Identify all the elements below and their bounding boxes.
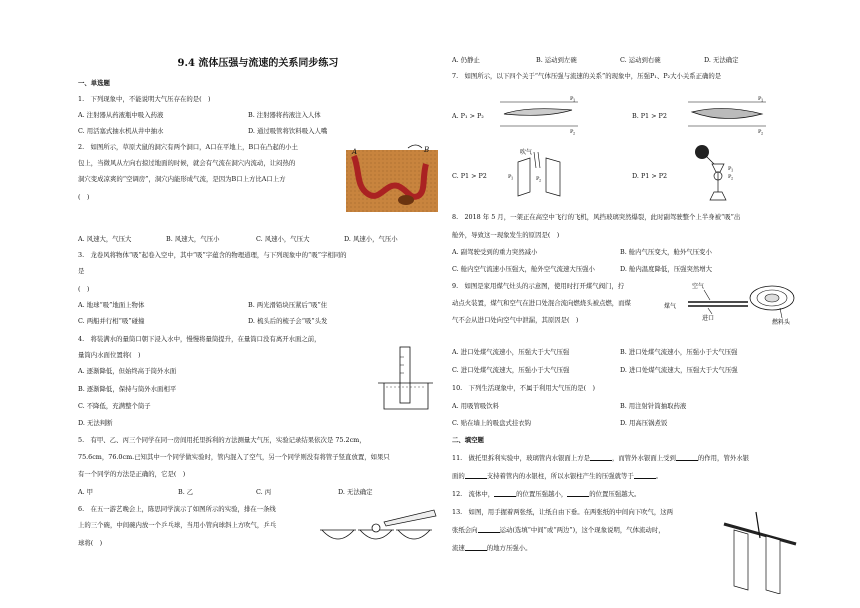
inlet-label: 进口: [702, 315, 715, 322]
two-paper-sheets-figure: [720, 510, 800, 594]
two-papers-blow-figure: [504, 146, 574, 198]
q2-stem-line2: 包上，当微风从左向右掠过地面的时候，就会有气流在洞穴内流动，让闷热的: [78, 159, 296, 167]
page-title: 9.4 流体压强与流速的关系同步练习: [177, 58, 339, 69]
q1-option-b[interactable]: B. 注射器将药液注入人体: [248, 111, 321, 119]
q5-stem-line1: 5. 有甲、乙、丙三个同学在同一房间用托里拆利的方法测量大气压，实验记录结果依次是 75.2cm，: [78, 436, 366, 444]
section-fill-blank: 二、填空题: [452, 436, 484, 444]
q11-text-2: ，而管外水银面上受到: [611, 454, 676, 462]
q6-stem-line2: 上的三个碗，中间碗内放一个乒乓球，当用小管向球斜上方吹气，乒乓: [78, 521, 277, 529]
q5-option-d[interactable]: D. 无法确定: [338, 488, 373, 496]
q7-option-b[interactable]: B. P1 > P2: [632, 112, 667, 120]
q8-option-d[interactable]: D. 舱内温度降低，压强突然增大: [620, 265, 713, 273]
q6-stem-line3: 球将( ): [78, 539, 103, 547]
q1-option-a[interactable]: A. 注射器从药液瓶中吸入药液: [78, 111, 164, 119]
q5-stem-line2: 75.6cm，76.0cm.已知其中一个同学做实验时，管内混入了空气，另一个同学则没有将管子竖直放置，如果只: [78, 453, 390, 461]
q2-stem-line1: 2. 如图所示，草原犬鼠的洞穴有两个洞口，A口在平地上，B口在凸起的小土: [78, 143, 298, 151]
wing-figure-b: [684, 92, 770, 136]
q8-option-a[interactable]: A. 副驾驶受到的重力突然减小: [452, 248, 538, 256]
q11-blank-3[interactable]: [465, 473, 487, 479]
q9-stem-line3: 气不会从进口处向空气中泄漏，其原因是( ): [452, 316, 579, 324]
q12-blank-1[interactable]: [494, 491, 516, 497]
q13-text-3: 运动(选填“中间”或“两边”)，这个现象说明，气体流动时，: [499, 526, 665, 534]
q5-option-a[interactable]: A. 甲: [78, 488, 94, 496]
q7-option-a[interactable]: A. P₁ > P₂: [452, 112, 484, 120]
q8-stem-line1: 8. 2018 年 5 月，一架正在高空中飞行的飞机，风挡玻璃突然爆裂，此时副驾驶整个上半身被“吸”出: [452, 213, 741, 221]
q2-option-b[interactable]: B. 风速大，气压小: [166, 235, 220, 243]
q5-option-b[interactable]: B. 乙: [178, 488, 194, 496]
q11-blank-1[interactable]: [590, 455, 612, 461]
label-b: B: [424, 146, 430, 154]
three-bowls-figure: [318, 508, 440, 548]
q13-line3: [452, 544, 532, 554]
q10-option-a[interactable]: A. 用吸管吸饮料: [452, 402, 500, 410]
q9-option-c[interactable]: C. 进口处煤气流速大，压强小于大气压强: [452, 366, 570, 374]
svg-text:2: 2: [731, 176, 734, 181]
q11-line1: [452, 454, 749, 464]
q4-stem-line2: 量筒内水面位置将( ): [78, 351, 141, 359]
q6-option-d[interactable]: D. 无法确定: [704, 56, 739, 64]
q3-stem-line1: 3. 龙卷风将物体“吸”起卷入空中，其中“吸”字蕴含的物理道理，与下列现象中的“吸”字相同的: [78, 251, 347, 259]
q2-stem-line4: ( ): [78, 193, 90, 201]
q8-option-b[interactable]: B. 舱内气压变大，舱外气压变小: [620, 248, 712, 256]
section-single-choice: 一、单选题: [78, 79, 110, 87]
q1-stem: 1. 下列现象中，不能说明大气压存在的是( ): [78, 95, 211, 103]
q3-option-a[interactable]: A. 地球“吸”地面上物体: [78, 301, 145, 309]
q12-blank-2[interactable]: [567, 491, 589, 497]
q13-text-2: 张纸会向: [452, 526, 478, 534]
q10-option-c[interactable]: C. 贴在墙上的吸盘式挂衣钩: [452, 419, 532, 427]
svg-text:P: P: [728, 174, 732, 180]
q2-option-c[interactable]: C. 风速小，气压大: [256, 235, 310, 243]
svg-text:P: P: [508, 174, 512, 180]
q12-text-2: 的位置压强越小，: [516, 490, 568, 498]
q13-line2: [452, 526, 665, 536]
q11-text-3: 的作用，管外水银: [697, 454, 750, 462]
q12-text-1: 12. 流体中，: [452, 490, 495, 498]
q11-text-1: 11. 做托里拆利实验中，玻璃管内水银面上方是: [452, 454, 590, 462]
svg-text:2: 2: [573, 131, 576, 136]
q3-option-d[interactable]: D. 梳头后的梳子会“吸”头发: [248, 317, 328, 325]
q13-blank-2[interactable]: [465, 545, 487, 551]
q9-stem-line2: 动点火装置，煤气和空气在进口处混合流向燃烧头被点燃，而煤: [452, 299, 631, 307]
q1-option-c[interactable]: C. 用活塞式抽水机从井中抽水: [78, 127, 164, 135]
prairie-dog-burrow-figure: [346, 142, 438, 212]
q9-option-a[interactable]: A. 进口处煤气流速小，压强大于大气压强: [452, 348, 570, 356]
blow-label: 吹气: [520, 149, 533, 156]
svg-text:1: 1: [731, 168, 734, 173]
q13-text-5: 的地方压强小。: [486, 544, 532, 552]
q8-stem-line2: 舱外，导致这一现象发生的原因是( ): [452, 231, 560, 239]
svg-text:1: 1: [761, 98, 764, 103]
q13-text-4: 流速: [452, 544, 465, 552]
q4-stem-line1: 4. 将装满水的量筒口朝下浸入水中，慢慢将量筒提升，在量筒口没有离开水面之前，: [78, 335, 321, 343]
q7-stem: 7. 如图所示，以下四个关于“气体压强与流速的关系”的现象中，压强P₁、P₂大小关系正确的是: [452, 72, 722, 80]
q5-option-c[interactable]: C. 丙: [256, 488, 272, 496]
svg-text:P: P: [570, 129, 574, 135]
q9-option-b[interactable]: B. 进口处煤气流速小，压强小于大气压强: [620, 348, 738, 356]
q2-stem-line3: 洞穴变成凉爽的“空调房”，洞穴内能形成气流，是因为B口上方比A口上方: [78, 175, 286, 183]
svg-text:P: P: [728, 166, 732, 172]
gas-stove-figure: [662, 278, 802, 326]
svg-text:2: 2: [539, 178, 542, 183]
q1-option-d[interactable]: D. 通过吸管将饮料吸入人嘴: [248, 127, 328, 135]
svg-text:P: P: [536, 176, 540, 182]
q12-line: [452, 490, 640, 500]
wing-figure-a: [496, 92, 582, 136]
q3-stem-line2: 是: [78, 267, 85, 275]
q11-line2: [452, 472, 662, 482]
label-a: A: [352, 148, 358, 156]
q4-option-c[interactable]: C. 不降低，充满整个筒子: [78, 402, 151, 410]
q6-option-b[interactable]: B. 运动到左碗: [536, 56, 577, 64]
graduated-cylinder-figure: [378, 343, 433, 415]
funnel-ball-figure: [688, 142, 748, 204]
q6-option-c[interactable]: C. 运动到右碗: [620, 56, 661, 64]
q3-option-b[interactable]: B. 两光滑铅块压紧后“吸”住: [248, 301, 328, 309]
q9-option-d[interactable]: D. 进口处煤气流速大，压强大于大气压强: [620, 366, 738, 374]
q6-option-a[interactable]: A. 仍静止: [452, 56, 480, 64]
q6-stem-line1: 6. 在五一游艺晚会上，陈思同学演示了如图所示的实验，排在一条线: [78, 505, 276, 513]
q9-stem-line1: 9. 如图是家用煤气灶头的示意图，使用时打开煤气阀门，拧: [452, 282, 625, 290]
left-column: [78, 0, 438, 608]
svg-text:P: P: [758, 129, 762, 135]
svg-text:1: 1: [511, 176, 514, 181]
q3-stem-line3: ( ): [78, 285, 90, 293]
q3-option-c[interactable]: C. 两船并行相“吸”碰撞: [78, 317, 145, 325]
q7-option-d[interactable]: D. P1 > P2: [632, 172, 668, 180]
q13-line1: 13. 如图，用手握着两张纸，让纸自由下垂。在两张纸的中间向下吹气，这两: [452, 508, 674, 516]
q11-blank-2[interactable]: [676, 455, 698, 461]
q13-blank-1[interactable]: [478, 527, 500, 533]
q8-option-c[interactable]: C. 舱内空气流速小压强大，舱外空气流速大压强小: [452, 265, 595, 273]
q2-option-d[interactable]: D. 风速小，气压小: [344, 235, 398, 243]
gas-label: 煤气: [664, 303, 677, 310]
right-column: [452, 0, 802, 608]
q11-text-6: 。: [655, 472, 663, 480]
q11-text-5: 支持着管内的水银柱，所以水银柱产生的压强就等于: [486, 472, 634, 480]
q4-option-d[interactable]: D. 无法判断: [78, 419, 113, 427]
q4-option-a[interactable]: A. 逐渐降低，但始终高于筒外水面: [78, 367, 177, 375]
q7-option-c[interactable]: C. P1 > P2: [452, 172, 487, 180]
q2-option-a[interactable]: A. 风速大，气压大: [78, 235, 132, 243]
q10-stem: 10. 下列生活现象中，不属于利用大气压的是( ): [452, 384, 595, 392]
q4-option-b[interactable]: B. 逐渐降低，保持与筒外水面相平: [78, 385, 177, 393]
svg-text:2: 2: [761, 131, 764, 136]
q10-option-b[interactable]: B. 用注射针筒抽取药液: [620, 402, 687, 410]
burner-label: 燃料头: [772, 319, 791, 326]
q11-text-4: 面的: [452, 472, 465, 480]
svg-text:P: P: [570, 96, 574, 102]
q11-blank-4[interactable]: [634, 473, 656, 479]
svg-text:1: 1: [573, 98, 576, 103]
q12-text-3: 的位置压强越大。: [589, 490, 641, 498]
q5-stem-line3: 有一个同学的方法是正确的，它是( ): [78, 470, 186, 478]
q10-option-d[interactable]: D. 用高压锅煮饭: [620, 419, 668, 427]
svg-text:P: P: [758, 96, 762, 102]
air-label: 空气: [692, 283, 705, 290]
